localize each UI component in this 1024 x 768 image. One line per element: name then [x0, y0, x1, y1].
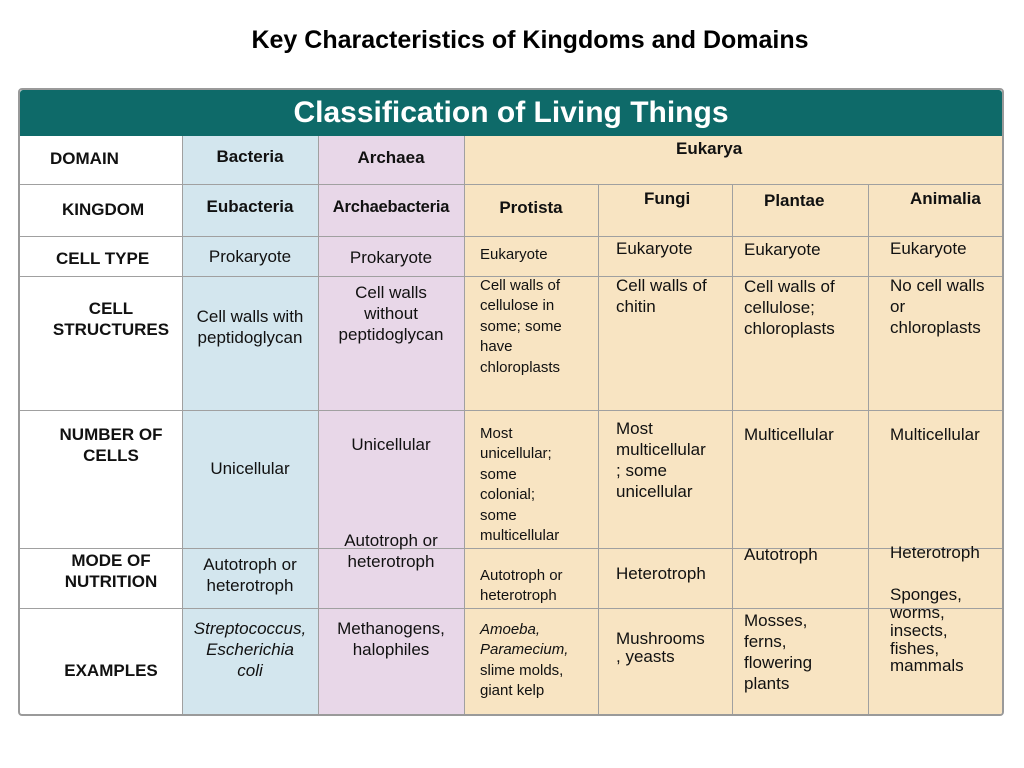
nutrition-eubacteria: Autotroph or heterotroph	[203, 555, 297, 596]
nutrition-fungi: Heterotroph	[616, 564, 706, 583]
column-divider	[868, 184, 869, 716]
number-of-cells-plantae: Multicellular	[744, 425, 834, 444]
nutrition-plantae: Autotroph	[744, 545, 818, 564]
kingdom-archaebacteria: Archaebacteria	[332, 198, 450, 216]
row-divider	[20, 236, 1004, 237]
page-title: Key Characteristics of Kingdoms and Domains	[251, 26, 809, 54]
number-of-cells-fungi: Most multicellular ; some unicellular	[616, 419, 706, 502]
cell-structures-fungi: Cell walls of chitin	[616, 276, 707, 317]
nutrition-protista: Autotroph or heterotroph	[480, 567, 563, 605]
examples-eubacteria: Streptococcus, Escherichia coli	[193, 619, 307, 681]
cell-type-fungi: Eukaryote	[616, 239, 693, 258]
table-banner: Classification of Living Things	[20, 90, 1002, 136]
kingdom-animalia: Animalia	[910, 189, 981, 208]
cell-structures-protista: Cell walls of cellulose in some; some have chloroplasts	[480, 277, 562, 376]
column-divider	[732, 184, 733, 716]
domain-bacteria: Bacteria	[216, 147, 284, 166]
number-of-cells-eubacteria: Unicellular	[210, 459, 290, 478]
examples-archaebacteria: Methanogens, halophiles	[337, 619, 445, 660]
number-of-cells-protista: Most unicellular; some colonial; some multicellular	[480, 425, 560, 544]
column-divider	[598, 184, 599, 716]
row-label-domain: DOMAIN	[50, 149, 119, 168]
row-label-examples: EXAMPLES	[64, 661, 158, 680]
row-divider	[20, 608, 1004, 609]
examples-protista: Amoeba, Paramecium, slime molds, giant kelp	[480, 621, 569, 700]
examples-animalia: Sponges, worms, insects, fishes, mammals	[890, 585, 964, 676]
cell-type-animalia: Eukaryote	[890, 239, 967, 258]
cell-type-eubacteria: Prokaryote	[208, 247, 292, 266]
kingdom-eubacteria: Eubacteria	[206, 197, 294, 216]
row-divider	[20, 184, 1004, 185]
cell-type-plantae: Eukaryote	[744, 240, 821, 259]
row-label-kingdom: KINGDOM	[62, 200, 145, 219]
domain-archaea: Archaea	[357, 148, 425, 167]
cell-structures-animalia: No cell walls or chloroplasts	[890, 276, 985, 338]
cell-structures-archaebacteria: Cell walls without peptidoglycan	[338, 283, 444, 345]
row-label-cell-type: CELL TYPE	[56, 249, 150, 268]
row-label-cell-structures: CELL STRUCTURES	[52, 299, 170, 340]
row-label-number-of-cells: NUMBER OF CELLS	[59, 425, 163, 466]
column-divider	[464, 136, 465, 716]
kingdom-plantae: Plantae	[764, 191, 825, 210]
nutrition-archaebacteria: Autotroph or heterotroph	[344, 531, 438, 572]
kingdom-fungi: Fungi	[644, 189, 691, 208]
nutrition-animalia: Heterotroph	[890, 543, 980, 562]
domain-eukarya: Eukarya	[676, 139, 743, 158]
classification-table	[18, 88, 1004, 716]
cell-structures-eubacteria: Cell walls with peptidoglycan	[196, 307, 304, 348]
examples-plantae: Mosses, ferns, flowering plants	[744, 611, 813, 694]
row-label-mode-of-nutrition: MODE OF NUTRITION	[64, 551, 158, 592]
cell-type-archaebacteria: Prokaryote	[349, 248, 433, 267]
number-of-cells-archaebacteria: Unicellular	[351, 435, 431, 454]
examples-fungi: Mushrooms , yeasts	[616, 629, 705, 667]
cell-type-protista: Eukaryote	[480, 246, 548, 263]
kingdom-protista: Protista	[499, 198, 563, 217]
number-of-cells-animalia: Multicellular	[890, 425, 980, 444]
cell-structures-plantae: Cell walls of cellulose; chloroplasts	[744, 277, 835, 339]
row-divider	[20, 410, 1004, 411]
